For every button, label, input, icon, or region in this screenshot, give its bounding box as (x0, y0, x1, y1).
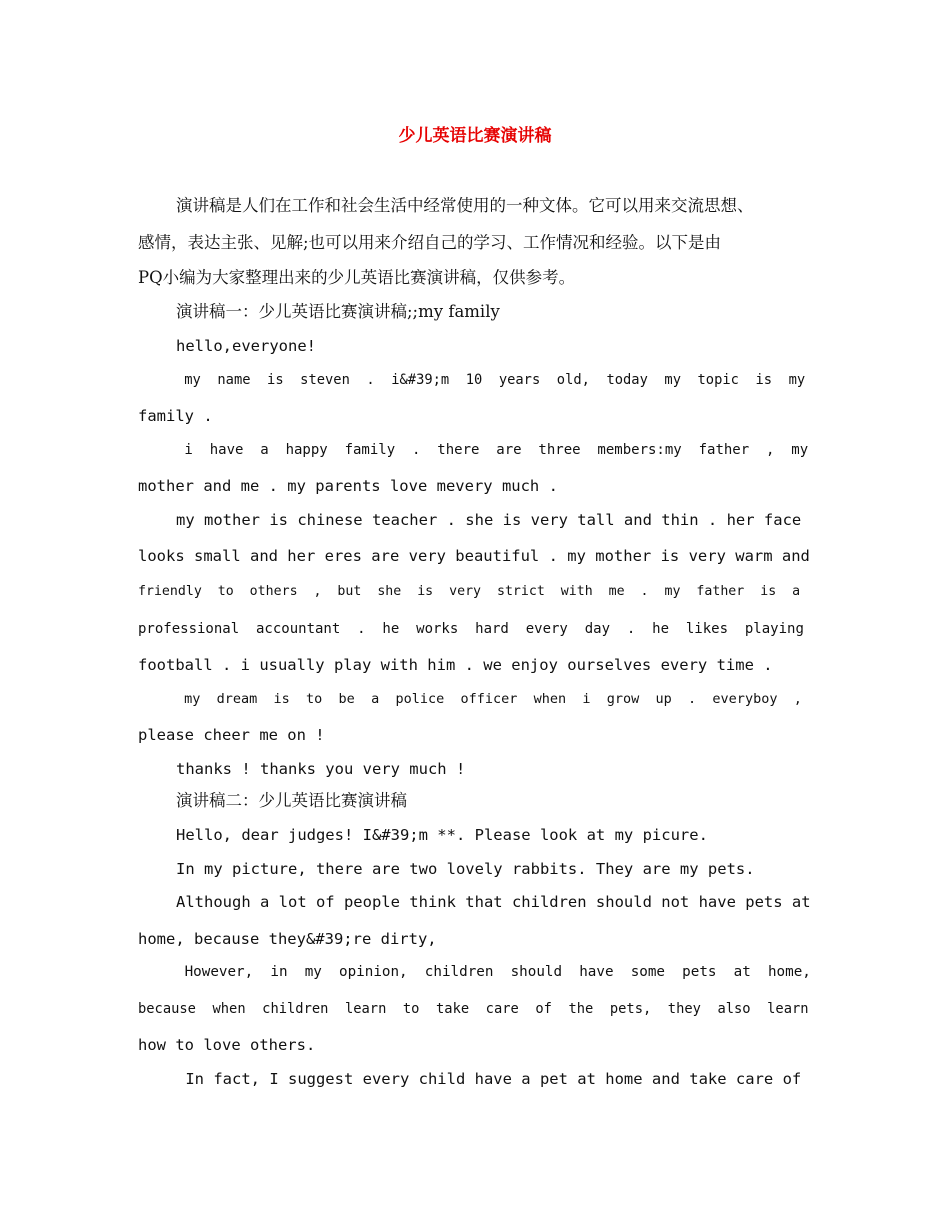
paragraph-line: how to love others. (138, 1036, 316, 1054)
paragraph-line: In fact, I suggest every child have a pet at home and take care of (176, 1070, 802, 1088)
document-title: 少儿英语比赛演讲稿 (398, 126, 552, 146)
paragraph-line: football . i usually play with him . we enjoy ourselves every time . (138, 656, 773, 674)
paragraph-line: my name is steven . i&#39;m 10 years old, today my topic is my (176, 372, 806, 388)
paragraph-line: friendly to others , but she is very strict with me . my father is a (138, 584, 801, 599)
paragraph-line: 感情，表达主张、见解;也可以用来介绍自己的学习、工作情况和经验。以下是由 (138, 233, 722, 252)
section-heading: 演讲稿二：少儿英语比赛演讲稿 (176, 791, 407, 810)
paragraph-line: Although a lot of people think that children should not have pets at (176, 893, 811, 911)
paragraph-line: 演讲稿是人们在工作和社会生活中经常使用的一种文体。它可以用来交流思想、 (176, 196, 754, 215)
paragraph-line: home, because they&#39;re dirty, (138, 930, 437, 948)
paragraph-line: However, in my opinion, children should have some pets at home, (176, 964, 811, 980)
paragraph-line: hello,everyone! (176, 337, 316, 355)
paragraph-line: In my picture, there are two lovely rabbits. They are my pets. (176, 860, 755, 878)
paragraph-line: looks small and her eres are very beautiful . my mother is very warm and (138, 547, 810, 565)
paragraph-line: PQ小编为大家整理出来的少儿英语比赛演讲稿，仅供参考。 (138, 268, 576, 287)
paragraph-line: i have a happy family . there are three members:my father , my (176, 442, 809, 458)
paragraph-line: because when children learn to take care of the pets, they also learn (138, 1001, 809, 1017)
paragraph-line: please cheer me on ! (138, 726, 325, 744)
paragraph-line: thanks ! thanks you very much ! (176, 760, 466, 778)
paragraph-line: mother and me . my parents love mevery much . (138, 477, 558, 495)
paragraph-line: my mother is chinese teacher . she is very tall and thin . her face (176, 511, 802, 529)
section-heading: 演讲稿一：少儿英语比赛演讲稿;;my family (176, 302, 500, 321)
paragraph-line: family . (138, 407, 213, 425)
paragraph-line: professional accountant . he works hard every day . he likes playing (138, 621, 804, 637)
paragraph-line: Hello, dear judges! I&#39;m **. Please look at my picure. (176, 826, 708, 844)
paragraph-line: my dream is to be a police officer when i grow up . everyboy , (176, 691, 802, 707)
